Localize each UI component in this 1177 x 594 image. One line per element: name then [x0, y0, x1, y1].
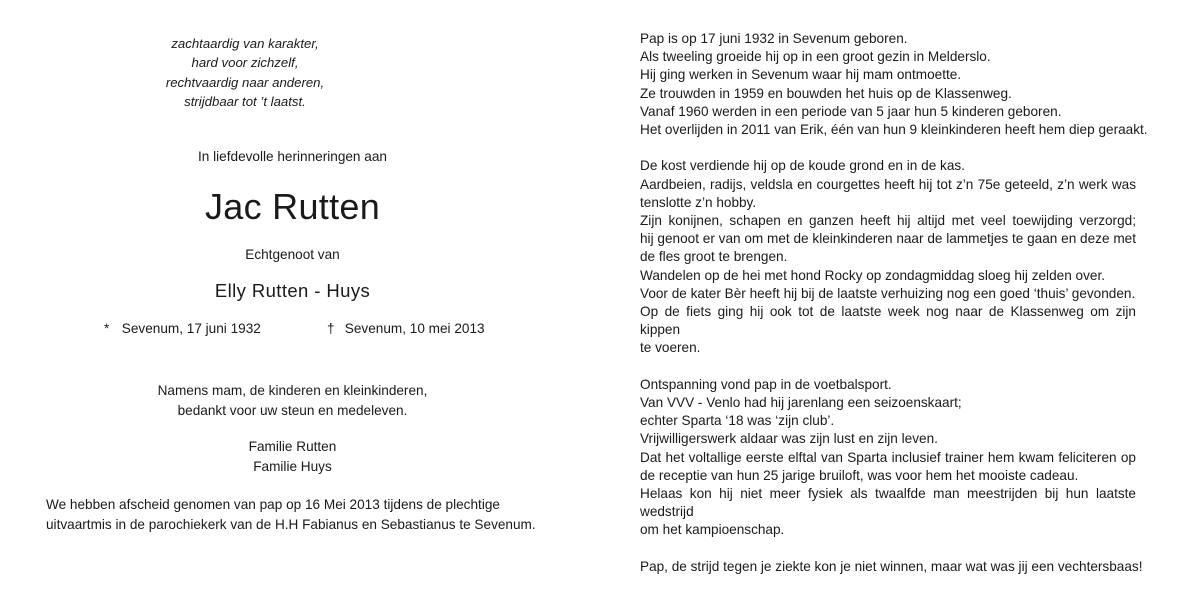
biography-line: Pap is op 17 juni 1932 in Sevenum geboren.	[640, 31, 908, 46]
farewell-notice	[46, 495, 566, 535]
biography-line: echter Sparta ‘18 was ‘zijn club’.	[640, 413, 835, 429]
farewell-line: We hebben afscheid genomen van pap op 16 Mei 2013 tijdens de plechtige	[46, 497, 500, 512]
death-text: Sevenum, 10 mei 2013	[344, 321, 485, 336]
biography-line: te voeren.	[640, 340, 701, 356]
biography-line: Pap, de strijd tegen je ziekte kon je niet winnen, maar wat was jij een vechtersbaas!	[640, 558, 1143, 574]
poem-line: rechtvaardig naar anderen,	[165, 74, 325, 90]
thanks-line: bedankt voor uw steun en medeleven.	[177, 403, 408, 418]
biography-panel	[640, 30, 1170, 594]
biography-line: de receptie van hun 25 jarige bruiloft, was voor hem het mooiste cadeau.	[640, 467, 1079, 483]
biography-line: Ze trouwden in 1959 en bouwden het huis op de Klassenweg.	[640, 85, 1012, 101]
biography-line: Als tweeling groeide hij op in een groot gezin in Melderslo.	[640, 49, 991, 65]
biography-line: Wandelen op de hei met hond Rocky op zondagmiddag sloeg hij zelden over.	[640, 267, 1106, 283]
biography-line: de fles groot te brengen.	[640, 249, 788, 265]
left-panel	[0, 0, 588, 584]
biography-paragraph	[640, 558, 1170, 576]
biography-line: De kost verdiende hij op de koude grond en in de kas.	[640, 158, 965, 174]
biography-paragraph	[640, 376, 1170, 540]
biography-line: Hij ging werken in Sevenum waar hij mam ontmoette.	[640, 67, 962, 83]
biography-line: Helaas kon hij niet meer fysiek als twaalfde man meestrijden bij hun laatste wedstrijd	[640, 486, 1136, 520]
biography-line: tenslotte z’n hobby.	[640, 194, 757, 210]
family-name: Familie Huys	[253, 459, 332, 474]
biography-line: Voor de kater Bèr heeft hij bij de laatste verhuizing nog een goed ‘thuis’ gevonden.	[640, 285, 1136, 301]
biography-line: Van VVV - Venlo had hij jarenlang een seizoenskaart;	[640, 395, 962, 411]
intro-text: In liefdevolle herinneringen aan	[198, 149, 387, 164]
poem-line: zachtaardig van karakter,	[171, 36, 319, 51]
death-symbol: †	[327, 321, 335, 336]
biography-line: Aardbeien, radijs, veldsla en courgettes heeft hij tot z’n 75e geteeld, z’n werk was	[640, 176, 1136, 192]
spouse-name: Elly Rutten - Huys	[214, 280, 371, 301]
death-info	[327, 321, 485, 336]
birth-symbol: *	[104, 321, 110, 336]
family-names	[100, 437, 485, 477]
spouse-label: Echtgenoot van	[245, 247, 340, 262]
poem-line: hard voor zichzelf,	[191, 55, 299, 71]
birth-text: Sevenum, 17 juni 1932	[121, 321, 261, 336]
deceased-name: Jac Rutten	[204, 186, 381, 227]
biography-paragraph	[640, 30, 1170, 139]
biography-line: Vanaf 1960 werden in een periode van 5 jaar hun 5 kinderen geboren.	[640, 103, 1062, 119]
farewell-line: uitvaartmis in de parochiekerk van de H.H Fabianus en Sebastianus te Sevenum.	[46, 517, 536, 532]
biography-line: Vrijwilligerswerk aldaar was zijn lust en zijn leven.	[640, 431, 938, 447]
poem-line: strijdbaar tot ’t laatst.	[184, 94, 306, 110]
biography-line: Ontspanning vond pap in de voetbalsport.	[640, 376, 892, 392]
biography-paragraph	[640, 157, 1170, 357]
biography-line: Op de fiets ging hij ook tot de laatste week nog naar de Klassenweg om zijn kippen	[640, 304, 1136, 338]
biography-line: Zijn konijnen, schapen en ganzen heeft hij altijd met veel toewijding verzorgd;	[640, 213, 1136, 229]
biography-line: om het kampioenschap.	[640, 522, 785, 538]
birth-info	[104, 321, 261, 336]
biography-line: Het overlijden in 2011 van Erik, één van hun 9 kleinkinderen heeft hem diep geraakt.	[640, 122, 1148, 138]
biography-line: Dat het voltallige eerste elftal van Sparta inclusief trainer hem kwam feliciteren op	[640, 449, 1136, 465]
family-name: Familie Rutten	[248, 439, 337, 454]
thanks-line: Namens mam, de kinderen en kleinkinderen,	[157, 383, 428, 398]
poem	[120, 34, 370, 112]
biography-line: hij genoot er van om met de kleinkinderen naar de lammetjes te gaan en deze met	[640, 231, 1136, 247]
thanks-message	[100, 381, 485, 421]
